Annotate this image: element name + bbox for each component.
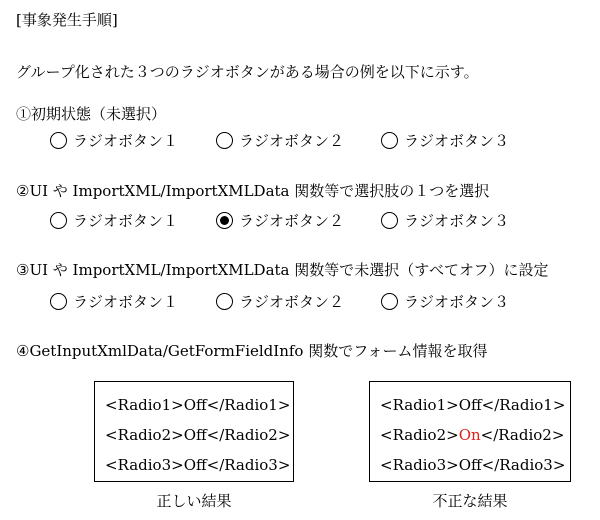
radio-circle-icon [216, 293, 233, 310]
step-1-title: ①初期状態（未選択） [16, 105, 167, 123]
correct-result-caption: 正しい結果 [156, 492, 232, 510]
result-line: <Radio3>Off</Radio3> [380, 456, 566, 474]
radio-button-1[interactable] [50, 209, 178, 231]
result-on-value: On [458, 426, 481, 444]
incorrect-result-box [369, 381, 571, 482]
radio-button-2-selected[interactable] [216, 209, 344, 231]
radio-circle-icon [216, 132, 233, 149]
radio-button-2[interactable] [216, 290, 344, 312]
radio-button-2[interactable] [216, 129, 344, 151]
radio-button-1[interactable] [50, 290, 178, 312]
step-2-radio-group [50, 209, 590, 231]
step-1-radio-group [50, 129, 590, 151]
radio-circle-icon [381, 212, 398, 229]
radio-circle-icon [216, 212, 233, 229]
radio-circle-icon [381, 132, 398, 149]
radio-label: ラジオボタン３ [404, 131, 510, 150]
radio-label: ラジオボタン２ [239, 131, 345, 150]
radio-circle-icon [50, 132, 67, 149]
result-line: <Radio1>Off</Radio1> [105, 396, 291, 414]
step-3-title: ③UI や ImportXML/ImportXMLData 関数等で未選択（すべてオフ）に設定 [16, 261, 549, 279]
radio-label: ラジオボタン１ [73, 131, 179, 150]
section-header: [事象発生手順] [16, 11, 118, 29]
radio-circle-icon [381, 293, 398, 310]
result-line: <Radio3>Off</Radio3> [105, 456, 291, 474]
radio-label: ラジオボタン１ [73, 292, 179, 311]
radio-button-3[interactable] [381, 129, 509, 151]
radio-label: ラジオボタン３ [404, 292, 510, 311]
radio-label: ラジオボタン１ [73, 211, 179, 230]
result-line: <Radio2>Off</Radio2> [105, 426, 291, 444]
step-3-radio-group [50, 290, 590, 312]
radio-label: ラジオボタン２ [239, 292, 345, 311]
radio-button-3[interactable] [381, 290, 509, 312]
result-line [380, 420, 570, 450]
result-line-prefix: <Radio2> [380, 426, 459, 444]
radio-label: ラジオボタン３ [404, 211, 510, 230]
result-line: <Radio1>Off</Radio1> [380, 396, 566, 414]
radio-circle-icon [50, 212, 67, 229]
radio-circle-icon [50, 293, 67, 310]
step-2-title: ②UI や ImportXML/ImportXMLData 関数等で選択肢の１つを選択 [16, 182, 490, 200]
correct-result-box [94, 381, 294, 482]
step-4-title: ④GetInputXmlData/GetFormFieldInfo 関数でフォーム情報を取得 [16, 342, 488, 360]
intro-text: グループ化された３つのラジオボタンがある場合の例を以下に示す。 [16, 63, 479, 81]
incorrect-result-caption: 不正な結果 [432, 492, 508, 510]
radio-label: ラジオボタン２ [239, 211, 345, 230]
result-line-suffix: </Radio2> [480, 426, 565, 444]
radio-button-1[interactable] [50, 129, 178, 151]
radio-button-3[interactable] [381, 209, 509, 231]
